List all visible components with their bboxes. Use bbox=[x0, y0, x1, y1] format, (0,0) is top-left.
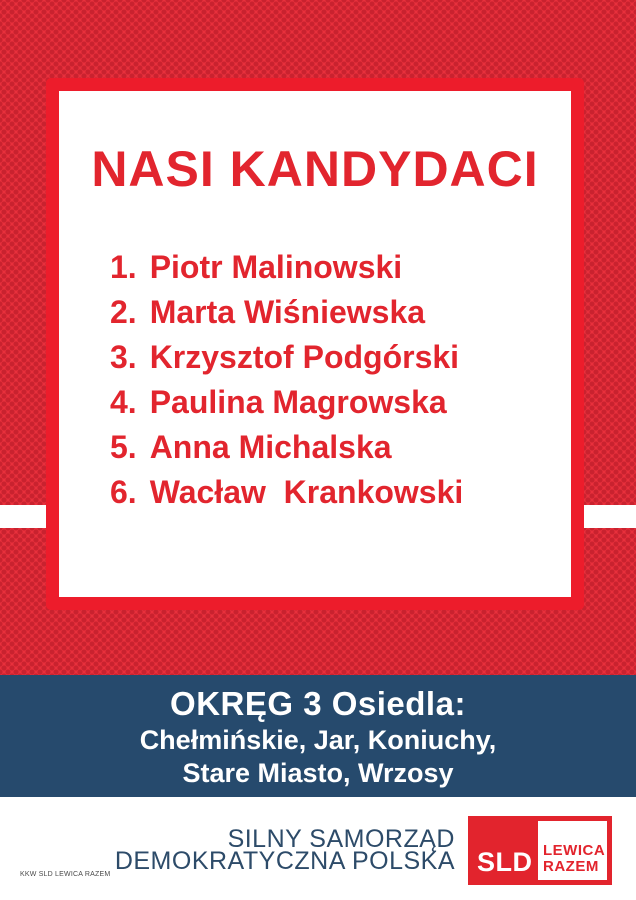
sld-party-logo bbox=[468, 816, 612, 885]
candidate-name: Anna Michalska bbox=[149, 429, 392, 465]
candidate-name: Wacław Krankowski bbox=[149, 474, 464, 510]
coalition-name-block bbox=[538, 821, 607, 880]
district-band bbox=[0, 675, 636, 797]
district-heading: OKRĘG 3 Osiedla: bbox=[170, 685, 466, 722]
candidate-item bbox=[110, 245, 571, 290]
candidate-number: 5. bbox=[110, 429, 137, 465]
sld-abbreviation: SLD bbox=[477, 847, 533, 877]
slogan-line1: SILNY SAMORZĄD bbox=[227, 825, 455, 853]
candidate-item bbox=[110, 380, 571, 425]
candidate-number: 1. bbox=[110, 249, 137, 285]
candidates-list bbox=[59, 245, 571, 515]
district-areas-line1: Chełmińskie, Jar, Koniuchy, bbox=[139, 725, 497, 755]
left-ribbon-notch bbox=[0, 505, 46, 528]
sld-logo-red-block bbox=[473, 821, 538, 880]
campaign-slogan bbox=[114, 825, 455, 875]
candidate-item bbox=[110, 470, 571, 515]
candidate-item bbox=[110, 425, 571, 470]
coalition-line1: LEWICA bbox=[543, 842, 606, 859]
candidate-name: Paulina Magrowska bbox=[149, 384, 447, 420]
footer bbox=[0, 797, 636, 900]
coalition-line2: RAZEM bbox=[543, 858, 599, 875]
candidate-item bbox=[110, 335, 571, 380]
candidate-item bbox=[110, 290, 571, 335]
candidate-number: 6. bbox=[110, 474, 137, 510]
candidate-name: Piotr Malinowski bbox=[149, 249, 403, 285]
committee-disclaimer: KKW SLD LEWICA RAZEM bbox=[20, 871, 111, 878]
candidate-number: 2. bbox=[110, 294, 137, 330]
candidate-name: Krzysztof Podgórski bbox=[149, 339, 460, 375]
candidate-name: Marta Wiśniewska bbox=[149, 294, 426, 330]
poster-title: NASI KANDYDACI bbox=[91, 141, 539, 197]
slogan-line2: DEMOKRATYCZNA POLSKA bbox=[114, 847, 455, 875]
candidate-number: 4. bbox=[110, 384, 137, 420]
candidates-card bbox=[46, 78, 584, 610]
candidate-number: 3. bbox=[110, 339, 137, 375]
district-areas-line2: Stare Miasto, Wrzosy bbox=[182, 758, 454, 788]
right-ribbon-notch bbox=[584, 505, 636, 528]
